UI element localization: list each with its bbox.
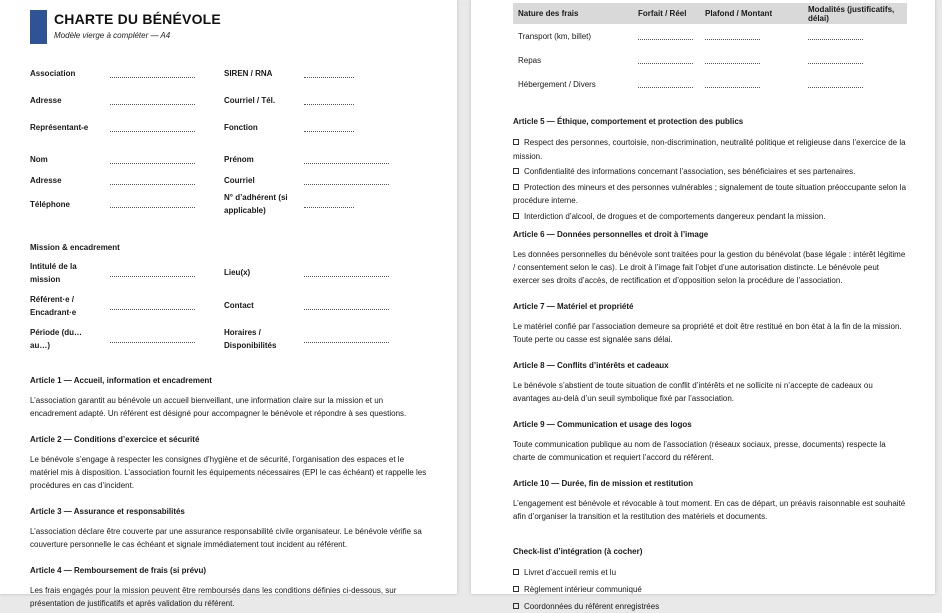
- article-body: Les frais engagés pour la mission peuvent être remboursés dans les conditions définies ci-dessous, sur présentation de justificatifs et après validation du référent.: [30, 586, 397, 608]
- field-label: Référent·e / Encadrant·e: [30, 294, 77, 317]
- page-1: [0, 0, 457, 608]
- mission-fields-section: [30, 256, 431, 355]
- table-row: [513, 72, 907, 96]
- column-header: Plafond / Montant: [705, 9, 773, 18]
- dotted-fill-line: [304, 69, 354, 78]
- association-fields-section: [30, 60, 431, 141]
- dotted-fill-line: [638, 79, 693, 88]
- field-label: Courriel / Tél.: [224, 96, 276, 105]
- dotted-fill-line: [304, 268, 389, 277]
- article-heading: Article 6 — Données personnelles et droit à l’image: [513, 230, 709, 239]
- dotted-fill-line: [304, 155, 389, 164]
- checklist-title: Check-list d’intégration (à cocher): [513, 547, 643, 556]
- article-heading: Article 5 — Éthique, comportement et protection des publics: [513, 117, 744, 126]
- checkbox-line: [513, 210, 907, 224]
- article-body: Toute communication publique au nom de l’association (réseaux sociaux, presse, documents) respecte la charte de communication et requiert l’accord du référent.: [513, 440, 886, 462]
- article-body: L’engagement est bénévole et révocable à tout moment. En cas de départ, un préavis raisonnable est souhaité afin d’organiser la transition et la restitution des matériels et documents.: [513, 499, 906, 521]
- article-heading: Article 10 — Durée, fin de mission et restitution: [513, 479, 694, 488]
- checkbox-label: Protection des mineurs et des personnes vulnérables ; signalement de toute situation préoccupante selon la procédure interne.: [513, 182, 907, 205]
- form-row: [30, 170, 431, 191]
- article-2: [30, 434, 431, 492]
- form-row: [30, 60, 431, 87]
- checkbox-label: Règlement intérieur communiqué: [524, 585, 642, 594]
- dotted-fill-line: [304, 176, 389, 185]
- checkbox-icon: [513, 184, 519, 190]
- dotted-fill-line: [808, 79, 863, 88]
- article-body: L’association garantit au bénévole un accueil bienveillant, une information claire sur la mission et un encadrement adapté. Un référent est désigné pour accompagner le bénévole et répondre à ses questions.: [30, 396, 407, 418]
- field-label: Fonction: [224, 123, 258, 132]
- dotted-fill-line: [110, 199, 195, 208]
- dotted-fill-line: [638, 31, 693, 40]
- article-6: [513, 229, 907, 287]
- field-label: Horaires / Disponibilités: [224, 327, 277, 350]
- article-4: [30, 565, 431, 610]
- checkbox-label: Coordonnées du référent enregistrées: [524, 602, 660, 611]
- dotted-fill-line: [705, 55, 760, 64]
- article-heading: Article 7 — Matériel et propriété: [513, 302, 634, 311]
- field-label: Nom: [30, 155, 48, 164]
- article-heading: Article 2 — Conditions d’exercice et sécurité: [30, 435, 200, 444]
- article-body: Le matériel confié par l’association demeure sa propriété et doit être restitué en bon état à la fin de la mission. Toute perte ou casse est signalée sans délai.: [513, 322, 902, 344]
- dotted-fill-line: [110, 69, 195, 78]
- document-title: CHARTE DU BÉNÉVOLE: [54, 11, 221, 27]
- article-body: Les données personnelles du bénévole sont traitées pour la gestion du bénévolat (base légale : intérêt légitime / consentement selon le cas). Le droit à l’image fait l’objet d’une autorisation distincte. Le bénévole peut exercer ses droits d’accès, de rectification et d’opposition selon la procédure de l’association.: [513, 250, 906, 285]
- article-body: Le bénévole s’abstient de toute situation de conflit d’intérêts et ne sollicite ni n’accepte de cadeaux ou avantages au-delà d’un seuil symbolique fixé par l’association.: [513, 381, 873, 403]
- dotted-fill-line: [110, 155, 195, 164]
- article-heading: Article 1 — Accueil, information et encadrement: [30, 376, 212, 385]
- form-row: [30, 322, 431, 355]
- row-label: Repas: [518, 55, 542, 65]
- form-row: [30, 149, 431, 170]
- article-heading: Article 8 — Conflits d’intérêts et cadeaux: [513, 361, 669, 370]
- article-1: [30, 375, 431, 420]
- expense-table-header-row: [513, 3, 907, 24]
- article-10: [513, 478, 907, 523]
- dotted-fill-line: [304, 123, 354, 132]
- field-label: Contact: [224, 301, 254, 310]
- form-row: [30, 114, 431, 141]
- article-3: [30, 506, 431, 551]
- checkbox-label: Livret d’accueil remis et lu: [524, 568, 617, 577]
- checkbox-line: [513, 566, 907, 579]
- dotted-fill-line: [110, 96, 195, 105]
- field-label: Courriel: [224, 176, 255, 185]
- field-label: Représentant-e: [30, 123, 89, 132]
- article-9: [513, 419, 907, 464]
- row-label: Hébergement / Divers: [518, 79, 596, 89]
- article-heading: Article 9 — Communication et usage des logos: [513, 420, 692, 429]
- checkbox-icon: [513, 569, 519, 575]
- checkbox-line: [513, 181, 907, 208]
- dotted-fill-line: [705, 31, 760, 40]
- checkbox-line: [513, 136, 907, 163]
- integration-checklist: [513, 547, 907, 613]
- checkbox-line: [513, 165, 907, 179]
- dotted-fill-line: [110, 176, 195, 185]
- field-label: Période (du… au…): [30, 327, 83, 350]
- checkbox-icon: [513, 213, 519, 219]
- table-row: [513, 48, 907, 72]
- article-5: [513, 116, 907, 223]
- document-subtitle: Modèle vierge à compléter — A4: [54, 31, 171, 40]
- checkbox-label: Interdiction d’alcool, de drogues et de comportements dangereux pendant la mission.: [524, 211, 826, 221]
- form-row: [30, 289, 431, 322]
- table-row: [513, 24, 907, 48]
- dotted-fill-line: [808, 31, 863, 40]
- form-row: [30, 87, 431, 114]
- checkbox-icon: [513, 603, 519, 609]
- form-row: [30, 256, 431, 289]
- checkbox-icon: [513, 586, 519, 592]
- dotted-fill-line: [705, 79, 760, 88]
- dotted-fill-line: [304, 199, 354, 208]
- dotted-fill-line: [808, 55, 863, 64]
- field-label: Intitulé de la mission: [30, 261, 77, 284]
- checkbox-icon: [513, 168, 519, 174]
- field-label: Lieu(x): [224, 268, 251, 277]
- dotted-fill-line: [110, 301, 195, 310]
- field-label: Association: [30, 69, 76, 78]
- checkbox-icon: [513, 139, 519, 145]
- expense-table: [513, 3, 907, 96]
- dotted-fill-line: [304, 334, 389, 343]
- article-body: L’association déclare être couverte par une assurance responsabilité civile organisateur. Le bénévole vérifie sa couverture personnelle le cas échéant et signale immédiatement tout incident au référent.: [30, 527, 422, 549]
- volunteer-fields-section: [30, 149, 431, 217]
- checkbox-label: Confidentialité des informations concernant l’association, ses bénéficiaires et ses partenaires.: [524, 167, 856, 176]
- dotted-fill-line: [110, 123, 195, 132]
- field-label: Adresse: [30, 176, 62, 185]
- field-label: N° d’adhérent (si applicable): [224, 193, 288, 215]
- article-heading: Article 4 — Remboursement de frais (si prévu): [30, 566, 207, 575]
- dotted-fill-line: [110, 334, 195, 343]
- column-header: Nature des frais: [518, 9, 579, 18]
- field-label: Prénom: [224, 155, 254, 164]
- field-label: Adresse: [30, 96, 62, 105]
- mission-section-title: Mission & encadrement: [30, 243, 120, 252]
- article-heading: Article 3 — Assurance et responsabilités: [30, 507, 185, 516]
- dotted-fill-line: [304, 301, 389, 310]
- dotted-fill-line: [304, 96, 354, 105]
- article-8: [513, 360, 907, 405]
- article-7: [513, 301, 907, 346]
- checkbox-label: Respect des personnes, courtoisie, non-discrimination, neutralité politique et religieuse dans l’exercice de la mission.: [513, 138, 906, 161]
- field-label: Téléphone: [30, 199, 71, 209]
- form-row: [30, 191, 431, 217]
- column-header: Modalités (justificatifs, délai): [808, 4, 895, 23]
- accent-bar: [30, 10, 47, 44]
- document-header: [30, 10, 431, 50]
- page-2: [471, 0, 935, 611]
- article-body: Le bénévole s’engage à respecter les consignes d’hygiène et de sécurité, l’organisation des espaces et le matériel mis à disposition. L’association fournit les équipements nécessaires (EPI le cas échéant) et rappelle les procédures en cas d’incident.: [30, 455, 427, 490]
- column-header: Forfait / Réel: [638, 9, 687, 18]
- field-label: SIREN / RNA: [224, 69, 273, 78]
- row-label: Transport (km, billet): [518, 31, 592, 41]
- checkbox-line: [513, 583, 907, 596]
- checkbox-line: [513, 600, 907, 613]
- dotted-fill-line: [110, 268, 195, 277]
- dotted-fill-line: [638, 55, 693, 64]
